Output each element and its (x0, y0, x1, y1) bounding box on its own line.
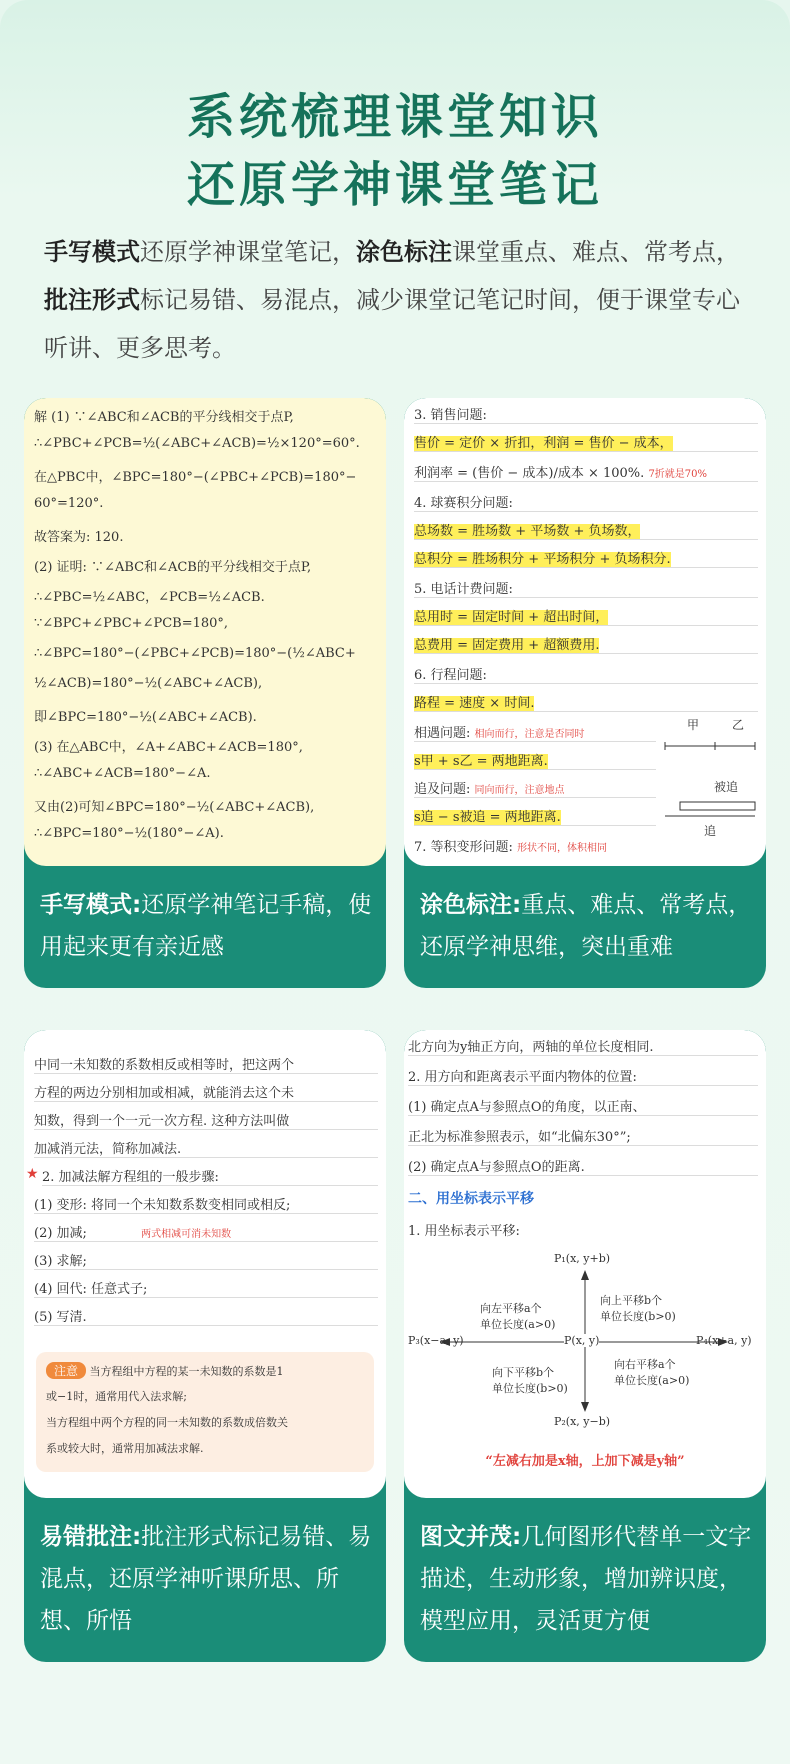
notice-text: 当方程组中两个方程的同一未知数的系数成倍数关 (46, 1416, 288, 1429)
arrow-label: 单位长度(a>0) (614, 1374, 690, 1387)
arrow-label: 单位长度(b>0) (600, 1310, 676, 1323)
arrow-label: 单位长度(a>0) (480, 1318, 556, 1331)
arrow-label: 向下平移b个 (492, 1366, 555, 1379)
diagram-label: 追 (704, 824, 717, 838)
notice-text: 系或较大时，通常用加减法求解. (46, 1442, 204, 1455)
annotation-text: 形状不同，体积相同 (517, 843, 608, 854)
note-line: 1. 用坐标表示平移: (408, 1224, 520, 1239)
notice-box (36, 1352, 374, 1472)
note-line: 即∠BPC=180°−½(∠ABC+∠ACB). (34, 710, 257, 725)
note-line: (5) 写清. (34, 1306, 378, 1326)
card-caption-text: 批注形式标记易错、易混点，还原学神听课所思、所想、所悟 (40, 1524, 372, 1634)
annotation-text: 同向而行，注意地点 (474, 785, 565, 796)
highlight-text: s追 − s被追 = 两地距离. (414, 810, 561, 825)
diagram-label: 被追 (714, 780, 739, 794)
intro-keyword-3: 批注形式 (44, 286, 140, 314)
card-annotation (24, 1030, 386, 1662)
card-caption-text: 几何图形代替单一文字描述，生动形象，增加辨识度，模型应用，灵活更方便 (420, 1524, 752, 1634)
star-icon: ★ (26, 1166, 39, 1182)
note-line: 4. 球赛积分问题: (414, 492, 758, 512)
card-diagram (404, 1030, 766, 1662)
note-line: 7. 等积变形问题: (414, 840, 513, 855)
note-line: (3) 在△ABC中，∠A+∠ABC+∠ACB=180°, (34, 740, 303, 755)
point-label: P₄(x+a, y) (696, 1334, 752, 1347)
highlight-text: 总场数 = 胜场数 + 平场数 + 负场数， (414, 524, 641, 539)
notice-tag: 注意 (46, 1362, 86, 1379)
note-line: (2) 确定点A与参照点O的距离. (408, 1160, 585, 1175)
note-line: (1) 确定点A与参照点O的角度，以正南、 (408, 1096, 758, 1116)
page-title-line2: 还原学神课堂笔记 (186, 157, 603, 213)
note-line: 加减消元法，简称加减法. (34, 1138, 378, 1158)
diagram-label: 甲 (687, 718, 700, 732)
highlight-text: 路程 = 速度 × 时间. (414, 696, 535, 711)
intro-text-1: 还原学神课堂笔记， (140, 238, 356, 266)
card-caption-text: 重点、难点、常考点，还原学神思维，突出重难 (420, 892, 752, 960)
intro-text-2: 课堂重点、难点、常考点， (452, 238, 740, 266)
note-image-annotation (24, 1030, 386, 1498)
annotation-text: 两式相减可消未知数 (141, 1229, 232, 1240)
travel-diagram (660, 716, 760, 826)
note-line: 在△PBC中，∠BPC=180°−(∠PBC+∠PCB)=180°− (34, 470, 357, 485)
note-line: 利润率 = (售价 − 成本)/成本 × 100%. (414, 466, 645, 481)
highlight-text: s甲 + s乙 = 两地距离. (414, 754, 548, 769)
note-line: ∴∠BPC=180°−½(180°−∠A). (34, 826, 224, 841)
diagram-label: 乙 (732, 718, 745, 732)
point-label: P(x, y) (564, 1334, 600, 1347)
highlight-text: 售价 = 定价 × 折扣，利润 = 售价 − 成本， (414, 436, 673, 451)
arrow-label: 单位长度(b>0) (492, 1382, 568, 1395)
note-text: 中同一未知数的系数相反或相等时，把这两个 (34, 1058, 295, 1073)
note-line: 解 (1) ∵∠ABC和∠ACB的平分线相交于点P, (34, 410, 294, 425)
note-line: 方程的两边分别相加或相减，就能消去这个未 (34, 1082, 378, 1102)
note-line: 又由(2)可知∠BPC=180°−½(∠ABC+∠ACB), (34, 800, 315, 815)
note-line: ∴∠PBC=½∠ABC，∠PCB=½∠ACB. (34, 590, 265, 605)
note-line: 60°=120°. (34, 496, 104, 511)
note-line: 2. 用方向和距离表示平面内物体的位置: (408, 1066, 758, 1086)
arrow-label: 向左平移a个 (480, 1302, 542, 1315)
highlight-text: 总费用 = 固定费用 + 超额费用. (414, 638, 600, 653)
note-line: 5. 电话计费问题: (414, 578, 758, 598)
note-line: (3) 求解; (34, 1250, 378, 1270)
intro-keyword-2: 涂色标注 (356, 238, 452, 266)
card-caption-title: 手写模式: (40, 892, 142, 918)
annotation-text: 7折就是70% (648, 469, 708, 480)
note-line: (2) 证明: ∵∠ABC和∠ACB的平分线相交于点P, (34, 560, 312, 575)
note-line: 3. 销售问题: (414, 404, 758, 424)
highlight-text: 总积分 = 胜场积分 + 平场积分 + 负场积分. (414, 552, 671, 567)
notice-text: 当方程组中方程的某一未知数的系数是1 (89, 1365, 284, 1378)
note-line: ∵∠BPC+∠PBC+∠PCB=180°, (34, 616, 229, 631)
arrow-label: 向右平移a个 (614, 1358, 676, 1371)
card-highlight (404, 398, 766, 988)
note-line: 追及问题: (414, 782, 471, 797)
annotation-text: 相向而行，注意是否同时 (474, 729, 585, 740)
note-line: 北方向为y轴正方向，两轴的单位长度相同. (408, 1036, 758, 1056)
note-image-highlight (404, 398, 766, 866)
card-caption (420, 1516, 756, 1642)
note-line: ½∠ACB)=180°−½(∠ABC+∠ACB), (34, 676, 263, 691)
point-label: P₁(x, y+b) (554, 1252, 611, 1265)
highlight-text: 总用时 = 固定时间 + 超出时间， (414, 610, 609, 625)
card-handwriting (24, 398, 386, 988)
note-line: (1) 变形: 将同一个未知数系数变相同或相反; (34, 1194, 378, 1214)
arrow-label: 向上平移b个 (600, 1294, 663, 1307)
card-caption-title: 涂色标注: (420, 892, 522, 918)
note-line: 知数，得到一个一元一次方程. 这种方法叫做 (34, 1110, 378, 1130)
card-caption (40, 1516, 376, 1642)
card-caption (40, 884, 376, 968)
card-caption-title: 易错批注: (40, 1524, 142, 1550)
notice-text: 或−1时，通常用代入法求解; (46, 1390, 187, 1403)
note-line: (2) 加减; (34, 1226, 87, 1241)
point-label: P₃(x−a, y) (408, 1334, 464, 1347)
card-caption-title: 图文并茂: (420, 1524, 522, 1550)
note-line (34, 1054, 378, 1074)
intro-keyword-1: 手写模式 (44, 238, 140, 266)
note-line: 相遇问题: (414, 726, 471, 741)
note-line: ∴∠BPC=180°−(∠PBC+∠PCB)=180°−(½∠ABC+ (34, 646, 356, 661)
section-heading: 二、用坐标表示平移 (408, 1191, 534, 1207)
note-line: 故答案为: 120. (34, 530, 124, 545)
note-line: (4) 回代: 任意式子; (34, 1282, 148, 1297)
intro-paragraph (44, 228, 744, 372)
note-image-diagram (404, 1030, 766, 1498)
page-title-line1: 系统梳理课堂知识 (186, 89, 603, 145)
note-line: ∴∠PBC+∠PCB=½(∠ABC+∠ACB)=½×120°=60°. (34, 436, 360, 451)
note-line: ∴∠ABC+∠ACB=180°−∠A. (34, 766, 211, 781)
card-caption (420, 884, 756, 968)
note-line: 6. 行程问题: (414, 664, 758, 684)
rule-text: “左减右加是x轴，上加下减是y轴” (485, 1454, 685, 1469)
note-line: 正北为标准参照表示，如“北偏东30°”; (408, 1126, 758, 1146)
note-image-handwriting (24, 398, 386, 866)
point-label: P₂(x, y−b) (554, 1415, 611, 1428)
intro-text-3: 标记易错、易混点，减少课堂记笔记时间，便于课堂专心听讲、更多思考。 (44, 286, 740, 362)
note-line: 2. 加减法解方程组的一般步骤: (42, 1166, 378, 1186)
card-caption-text: 还原学神笔记手稿，使用起来更有亲近感 (40, 892, 372, 960)
